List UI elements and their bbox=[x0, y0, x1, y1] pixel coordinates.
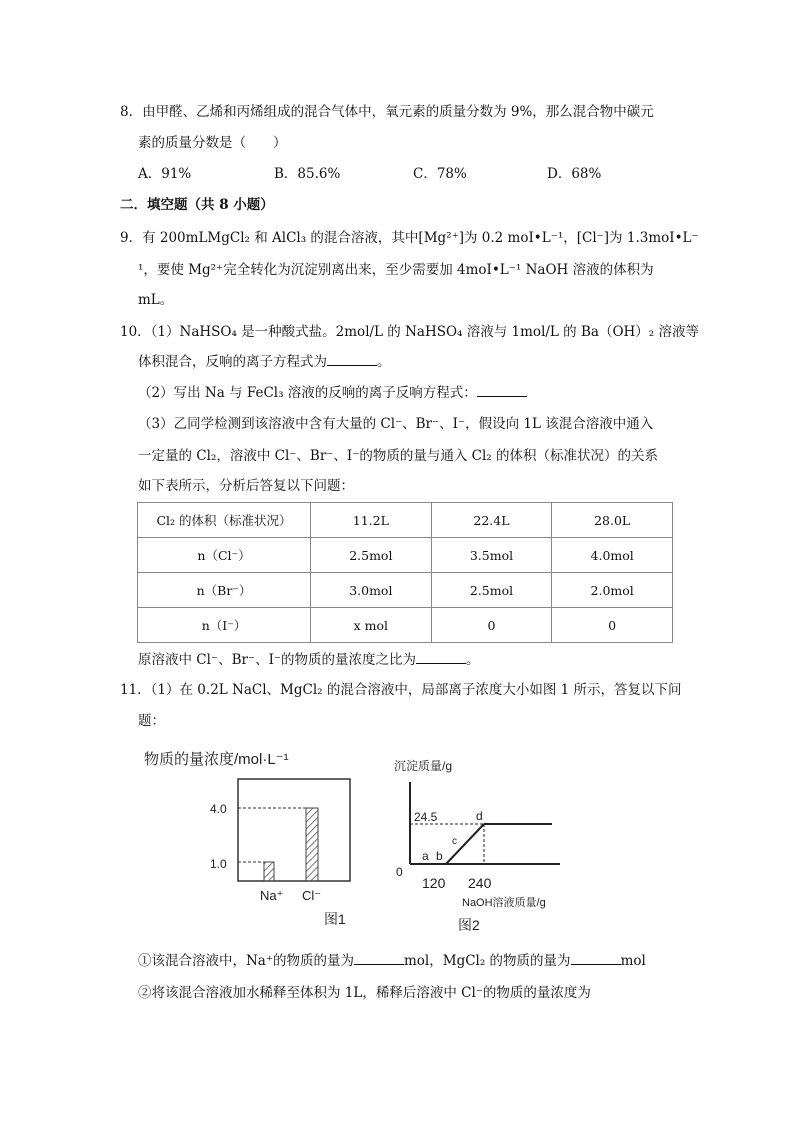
fig2-point-d: d bbox=[476, 809, 483, 823]
q8-option-c: C．78% bbox=[413, 166, 467, 182]
chlorine-table bbox=[137, 502, 673, 643]
fig2-caption: 图2 bbox=[458, 917, 480, 933]
q11-sub1-end: mol bbox=[620, 953, 646, 969]
q9-line1: 9．有 200mLMgCl₂ 和 AlCl₃ 的混合溶液，其中[Mg²⁺]为 0.2 moI•L⁻¹，[Cl⁻]为 1.3moI•L⁻ bbox=[120, 230, 699, 246]
table-row bbox=[138, 538, 673, 573]
table-cell: x mol bbox=[311, 608, 432, 643]
figure-2 bbox=[392, 752, 572, 942]
answer-blank[interactable] bbox=[416, 651, 466, 664]
table-header-row bbox=[138, 503, 673, 538]
fig1-bar-na bbox=[264, 862, 274, 881]
fig1-ytick-4: 4.0 bbox=[210, 802, 227, 816]
q11-sub1-mid: mol，MgCl₂ 的物质的量为 bbox=[404, 953, 571, 969]
fig2-xlabel: NaOH溶液质量/g bbox=[462, 897, 546, 909]
fig1-caption: 图1 bbox=[324, 911, 346, 927]
table-cell: 3.0mol bbox=[311, 573, 432, 608]
table-cell: 22.4L bbox=[431, 503, 552, 538]
fig1-label-na: Na⁺ bbox=[260, 888, 284, 903]
fig1-frame bbox=[238, 779, 350, 881]
fig2-ylabel: 沉淀质量/g bbox=[394, 759, 453, 773]
table-cell: 28.0L bbox=[552, 503, 673, 538]
q10-part2 bbox=[138, 383, 527, 403]
q8-line1: 8．由甲醛、乙烯和丙烯组成的混合气体中，氧元素的质量分数为 9%，那么混合物中碳元 bbox=[120, 104, 654, 120]
q10-after-table-end: 。 bbox=[466, 652, 480, 668]
table-row bbox=[138, 573, 673, 608]
q8-option-a: A．91% bbox=[138, 166, 192, 182]
table-cell: 2.0mol bbox=[552, 573, 673, 608]
table-cell: 11.2L bbox=[311, 503, 432, 538]
fig2-origin: 0 bbox=[396, 865, 403, 879]
fig1-ytick-1: 1.0 bbox=[210, 857, 227, 871]
fig2-xtick-240: 240 bbox=[468, 875, 492, 891]
figure-1 bbox=[138, 742, 368, 932]
q11-line2: 题： bbox=[138, 713, 165, 729]
fig2-point-c: c bbox=[452, 836, 457, 847]
fig1-bar-cl bbox=[306, 808, 318, 881]
fig2-y-value: 24.5 bbox=[414, 810, 438, 824]
table-cell: Cl₂ 的体积（标准状况） bbox=[138, 503, 311, 538]
table-cell: 0 bbox=[431, 608, 552, 643]
fig1-ylabel: 物质的量浓度/mol·L⁻¹ bbox=[144, 751, 289, 768]
table-cell: 2.5mol bbox=[311, 538, 432, 573]
table-row bbox=[138, 608, 673, 643]
q10-after-table bbox=[138, 650, 480, 670]
section-title: 二．填空题（共 8 小题） bbox=[120, 197, 274, 213]
table-cell: 2.5mol bbox=[431, 573, 552, 608]
q8-option-b: B．85.6% bbox=[274, 166, 341, 182]
q10-part2-text: （2）写出 Na 与 FeCl₃ 溶液的反响的离子反响方程式： bbox=[138, 385, 477, 401]
answer-blank[interactable] bbox=[354, 952, 404, 965]
q8-option-d: D．68% bbox=[547, 166, 602, 182]
q10-line1: 10．（1）NaHSO₄ 是一种酸式盐。2mol/L 的 NaHSO₄ 溶液与 1mol/L 的 Ba（OH）₂ 溶液等 bbox=[120, 324, 699, 340]
q11-line1: 11．（1）在 0.2L NaCl、MgCl₂ 的混合溶液中，局部离子浓度大小如图 1 所示，答复以下问 bbox=[120, 682, 682, 698]
fig1-label-cl: Cl⁻ bbox=[302, 888, 322, 903]
table-cell: n（I⁻） bbox=[138, 608, 311, 643]
q9-line2: ¹，要使 Mg²⁺完全转化为沉淀别离出来，至少需要加 4moI•L⁻¹ NaOH 溶液的体积为 bbox=[138, 262, 654, 278]
table-cell: 3.5mol bbox=[431, 538, 552, 573]
q10-part3-line1: （3）乙同学检测到该溶液中含有大量的 Cl⁻、Br⁻、I⁻，假设向 1L 该混合溶液中通入 bbox=[138, 416, 654, 432]
table-cell: n（Br⁻） bbox=[138, 573, 311, 608]
q8-line2: 素的质量分数是（ ） bbox=[138, 135, 287, 151]
answer-blank[interactable] bbox=[477, 384, 527, 397]
fig2-point-a: a bbox=[422, 849, 429, 863]
table-cell: n（Cl⁻） bbox=[138, 538, 311, 573]
table-cell: 4.0mol bbox=[552, 538, 673, 573]
answer-blank[interactable] bbox=[327, 353, 377, 366]
q11-sub1 bbox=[138, 951, 646, 971]
q10-part3-line2: 一定量的 Cl₂，溶液中 Cl⁻、Br⁻、I⁻的物质的量与通入 Cl₂ 的体积（标准状况）的关系 bbox=[138, 448, 659, 464]
fig2-point-b: b bbox=[436, 849, 443, 863]
q10-after-table-text: 原溶液中 Cl⁻、Br⁻、I⁻的物质的量浓度之比为 bbox=[138, 652, 417, 668]
q10-line2-end: 。 bbox=[377, 354, 391, 370]
q11-sub2: ②将该混合溶液加水稀释至体积为 1L，稀释后溶液中 Cl⁻的物质的量浓度为 bbox=[138, 985, 591, 1001]
q11-sub1-text: ①该混合溶液中，Na⁺的物质的量为 bbox=[138, 953, 354, 969]
q9-line3: mL。 bbox=[138, 292, 174, 308]
table-cell: 0 bbox=[552, 608, 673, 643]
q10-line2-text: 体积混合，反响的离子方程式为 bbox=[138, 354, 327, 370]
answer-blank[interactable] bbox=[571, 952, 621, 965]
q10-part3-line3: 如下表所示，分析后答复以下问题： bbox=[138, 478, 354, 494]
fig2-xtick-120: 120 bbox=[422, 875, 446, 891]
q10-line2 bbox=[138, 352, 391, 372]
